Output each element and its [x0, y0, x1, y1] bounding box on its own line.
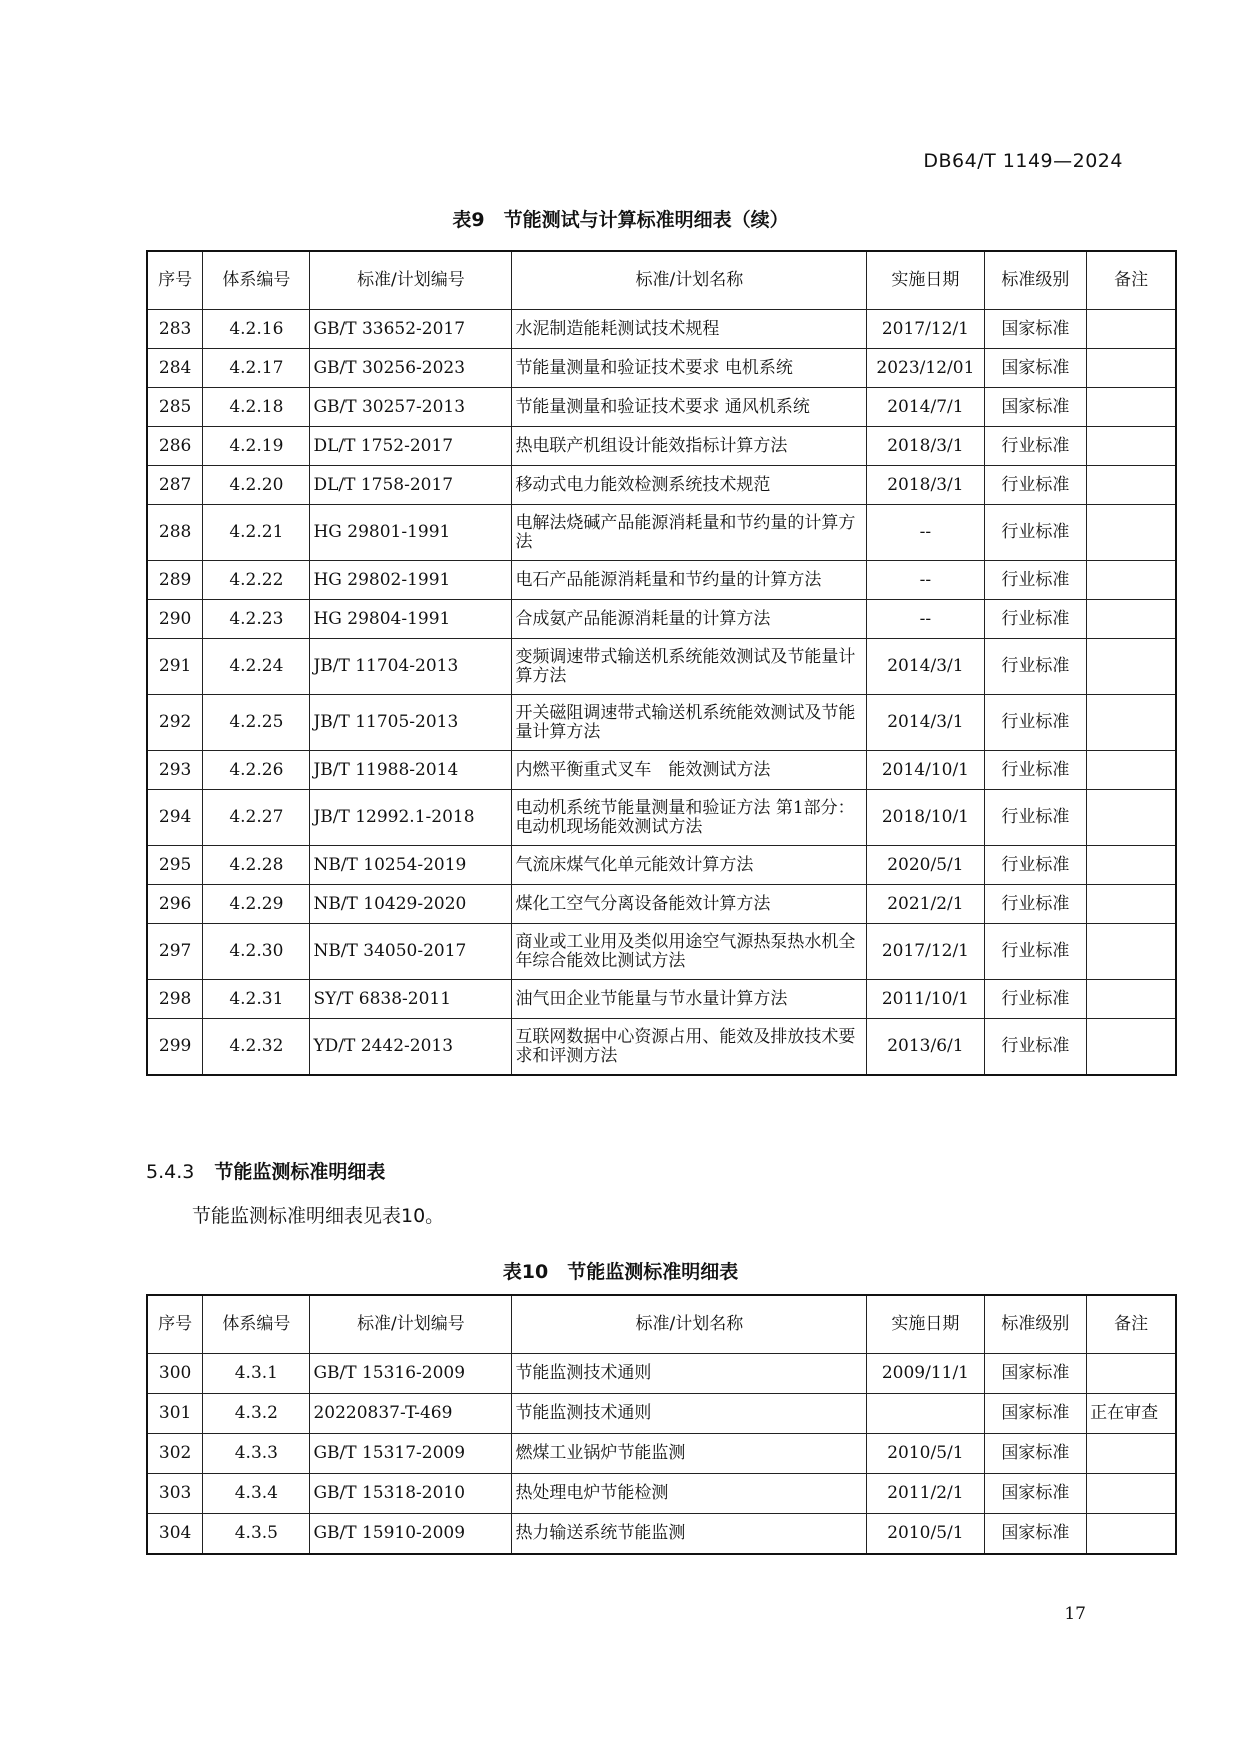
- cell-level: 行业标准: [984, 885, 1087, 924]
- cell-level: 行业标准: [984, 751, 1087, 790]
- cell-no: 293: [147, 751, 203, 790]
- cell-sys: 4.2.20: [203, 466, 310, 505]
- cell-date: 2011/10/1: [867, 980, 984, 1019]
- document-code: DB64/T 1149—2024: [923, 150, 1123, 172]
- cell-no: 299: [147, 1019, 203, 1076]
- table-row: [147, 1434, 1176, 1474]
- cell-date: --: [867, 505, 984, 561]
- cell-no: 285: [147, 388, 203, 427]
- cell-code: JB/T 12992.1-2018: [310, 790, 512, 846]
- cell-name: 开关磁阻调速带式输送机系统能效测试及节能量计算方法: [512, 695, 867, 751]
- table-row: [147, 427, 1176, 466]
- cell-no: 286: [147, 427, 203, 466]
- cell-level: 国家标准: [984, 349, 1087, 388]
- col-header: 标准/计划名称: [512, 1295, 867, 1354]
- cell-sys: 4.3.4: [203, 1474, 310, 1514]
- cell-name: 互联网数据中心资源占用、能效及排放技术要求和评测方法: [512, 1019, 867, 1076]
- table-row: [147, 349, 1176, 388]
- cell-sys: 4.3.3: [203, 1434, 310, 1474]
- cell-code: JB/T 11704-2013: [310, 639, 512, 695]
- cell-no: 303: [147, 1474, 203, 1514]
- cell-code: 20220837-T-469: [310, 1394, 512, 1434]
- cell-no: 304: [147, 1514, 203, 1555]
- cell-date: --: [867, 561, 984, 600]
- cell-code: HG 29802-1991: [310, 561, 512, 600]
- cell-date: 2018/3/1: [867, 427, 984, 466]
- cell-date: [867, 1394, 984, 1434]
- cell-note: [1087, 924, 1176, 980]
- cell-name: 电解法烧碱产品能源消耗量和节约量的计算方法: [512, 505, 867, 561]
- cell-note: [1087, 349, 1176, 388]
- cell-note: [1087, 885, 1176, 924]
- cell-sys: 4.2.17: [203, 349, 310, 388]
- cell-level: 行业标准: [984, 1019, 1087, 1076]
- cell-name: 水泥制造能耗测试技术规程: [512, 310, 867, 349]
- cell-level: 国家标准: [984, 1354, 1087, 1394]
- cell-date: 2014/3/1: [867, 695, 984, 751]
- cell-code: GB/T 30256-2023: [310, 349, 512, 388]
- cell-code: SY/T 6838-2011: [310, 980, 512, 1019]
- table-row: [147, 310, 1176, 349]
- table-row: [147, 1394, 1176, 1434]
- col-header: 序号: [147, 251, 203, 310]
- cell-level: 国家标准: [984, 1434, 1087, 1474]
- cell-code: GB/T 33652-2017: [310, 310, 512, 349]
- col-header: 标准/计划编号: [310, 251, 512, 310]
- cell-sys: 4.2.19: [203, 427, 310, 466]
- cell-name: 燃煤工业锅炉节能监测: [512, 1434, 867, 1474]
- cell-sys: 4.2.29: [203, 885, 310, 924]
- cell-sys: 4.2.32: [203, 1019, 310, 1076]
- cell-date: 2020/5/1: [867, 846, 984, 885]
- cell-code: GB/T 30257-2013: [310, 388, 512, 427]
- cell-note: [1087, 846, 1176, 885]
- cell-date: 2018/3/1: [867, 466, 984, 505]
- section-number: 5.4.3: [146, 1161, 195, 1183]
- table-row: [147, 1514, 1176, 1555]
- cell-date: 2010/5/1: [867, 1434, 984, 1474]
- cell-sys: 4.2.16: [203, 310, 310, 349]
- cell-sys: 4.2.23: [203, 600, 310, 639]
- cell-note: [1087, 561, 1176, 600]
- cell-level: 行业标准: [984, 924, 1087, 980]
- cell-name: 节能监测技术通则: [512, 1354, 867, 1394]
- cell-code: GB/T 15910-2009: [310, 1514, 512, 1555]
- cell-name: 变频调速带式输送机系统能效测试及节能量计算方法: [512, 639, 867, 695]
- cell-name: 气流床煤气化单元能效计算方法: [512, 846, 867, 885]
- cell-note: [1087, 639, 1176, 695]
- cell-sys: 4.2.22: [203, 561, 310, 600]
- cell-note: [1087, 1434, 1176, 1474]
- cell-no: 288: [147, 505, 203, 561]
- cell-sys: 4.3.1: [203, 1354, 310, 1394]
- cell-no: 287: [147, 466, 203, 505]
- cell-code: GB/T 15318-2010: [310, 1474, 512, 1514]
- cell-name: 内燃平衡重式叉车 能效测试方法: [512, 751, 867, 790]
- cell-level: 行业标准: [984, 980, 1087, 1019]
- cell-no: 292: [147, 695, 203, 751]
- cell-level: 行业标准: [984, 639, 1087, 695]
- cell-date: 2014/10/1: [867, 751, 984, 790]
- table9-caption: 表9 节能测试与计算标准明细表（续）: [452, 209, 789, 231]
- cell-no: 291: [147, 639, 203, 695]
- cell-code: GB/T 15316-2009: [310, 1354, 512, 1394]
- table10-header-row: [147, 1295, 1176, 1354]
- cell-level: 行业标准: [984, 466, 1087, 505]
- table-row: [147, 846, 1176, 885]
- table9-header-row: [147, 251, 1176, 310]
- cell-sys: 4.2.30: [203, 924, 310, 980]
- cell-no: 297: [147, 924, 203, 980]
- cell-date: 2011/2/1: [867, 1474, 984, 1514]
- cell-date: 2021/2/1: [867, 885, 984, 924]
- col-header: 体系编号: [203, 251, 310, 310]
- cell-no: 290: [147, 600, 203, 639]
- cell-level: 行业标准: [984, 505, 1087, 561]
- cell-sys: 4.2.28: [203, 846, 310, 885]
- cell-no: 302: [147, 1434, 203, 1474]
- cell-no: 294: [147, 790, 203, 846]
- cell-note: [1087, 1354, 1176, 1394]
- table-row: [147, 751, 1176, 790]
- section-paragraph: 节能监测标准明细表见表10。: [192, 1205, 445, 1227]
- cell-date: 2014/3/1: [867, 639, 984, 695]
- cell-note: [1087, 1019, 1176, 1076]
- cell-sys: 4.3.2: [203, 1394, 310, 1434]
- cell-note: [1087, 1514, 1176, 1555]
- cell-code: NB/T 10429-2020: [310, 885, 512, 924]
- section-heading: [146, 1157, 385, 1184]
- cell-no: 283: [147, 310, 203, 349]
- cell-level: 国家标准: [984, 1474, 1087, 1514]
- cell-name: 合成氨产品能源消耗量的计算方法: [512, 600, 867, 639]
- cell-sys: 4.2.26: [203, 751, 310, 790]
- col-header: 序号: [147, 1295, 203, 1354]
- cell-name: 商业或工业用及类似用途空气源热泵热水机全年综合能效比测试方法: [512, 924, 867, 980]
- cell-no: 295: [147, 846, 203, 885]
- cell-level: 行业标准: [984, 846, 1087, 885]
- table-row: [147, 924, 1176, 980]
- cell-date: 2013/6/1: [867, 1019, 984, 1076]
- cell-no: 296: [147, 885, 203, 924]
- cell-code: DL/T 1752-2017: [310, 427, 512, 466]
- col-header: 体系编号: [203, 1295, 310, 1354]
- cell-date: 2014/7/1: [867, 388, 984, 427]
- table10-caption: 表10 节能监测标准明细表: [502, 1261, 739, 1283]
- cell-note: [1087, 466, 1176, 505]
- col-header: 标准/计划编号: [310, 1295, 512, 1354]
- cell-name: 移动式电力能效检测系统技术规范: [512, 466, 867, 505]
- table-row: [147, 790, 1176, 846]
- cell-sys: 4.2.21: [203, 505, 310, 561]
- cell-note: [1087, 600, 1176, 639]
- cell-no: 301: [147, 1394, 203, 1434]
- cell-sys: 4.2.24: [203, 639, 310, 695]
- cell-date: 2017/12/1: [867, 310, 984, 349]
- table-row: [147, 1019, 1176, 1076]
- cell-sys: 4.2.27: [203, 790, 310, 846]
- cell-note: [1087, 427, 1176, 466]
- cell-code: GB/T 15317-2009: [310, 1434, 512, 1474]
- cell-note: [1087, 505, 1176, 561]
- table-row: [147, 1474, 1176, 1514]
- cell-note: 正在审查: [1087, 1394, 1176, 1434]
- cell-date: --: [867, 600, 984, 639]
- cell-date: 2009/11/1: [867, 1354, 984, 1394]
- cell-code: JB/T 11705-2013: [310, 695, 512, 751]
- col-header: 标准/计划名称: [512, 251, 867, 310]
- cell-code: DL/T 1758-2017: [310, 466, 512, 505]
- cell-name: 煤化工空气分离设备能效计算方法: [512, 885, 867, 924]
- cell-sys: 4.2.25: [203, 695, 310, 751]
- col-header: 备注: [1087, 251, 1176, 310]
- col-header: 备注: [1087, 1295, 1176, 1354]
- cell-code: NB/T 34050-2017: [310, 924, 512, 980]
- cell-no: 300: [147, 1354, 203, 1394]
- table-row: [147, 695, 1176, 751]
- cell-name: 热处理电炉节能检测: [512, 1474, 867, 1514]
- cell-date: 2023/12/01: [867, 349, 984, 388]
- cell-code: HG 29804-1991: [310, 600, 512, 639]
- cell-level: 国家标准: [984, 388, 1087, 427]
- cell-no: 298: [147, 980, 203, 1019]
- col-header: 实施日期: [867, 251, 984, 310]
- cell-name: 电动机系统节能量测量和验证方法 第1部分：电动机现场能效测试方法: [512, 790, 867, 846]
- section-title: 节能监测标准明细表: [214, 1161, 386, 1183]
- cell-code: NB/T 10254-2019: [310, 846, 512, 885]
- cell-note: [1087, 695, 1176, 751]
- cell-date: 2010/5/1: [867, 1514, 984, 1555]
- cell-sys: 4.2.31: [203, 980, 310, 1019]
- table-row: [147, 600, 1176, 639]
- cell-name: 节能监测技术通则: [512, 1394, 867, 1434]
- cell-level: 行业标准: [984, 790, 1087, 846]
- table9: [146, 250, 1177, 1076]
- table-row: [147, 466, 1176, 505]
- col-header: 标准级别: [984, 251, 1087, 310]
- cell-note: [1087, 980, 1176, 1019]
- page-number: 17: [1064, 1604, 1086, 1624]
- cell-code: HG 29801-1991: [310, 505, 512, 561]
- cell-note: [1087, 388, 1176, 427]
- cell-date: 2017/12/1: [867, 924, 984, 980]
- cell-name: 节能量测量和验证技术要求 通风机系统: [512, 388, 867, 427]
- cell-no: 284: [147, 349, 203, 388]
- cell-level: 国家标准: [984, 1394, 1087, 1434]
- cell-code: YD/T 2442-2013: [310, 1019, 512, 1076]
- cell-sys: 4.2.18: [203, 388, 310, 427]
- cell-sys: 4.3.5: [203, 1514, 310, 1555]
- table-row: [147, 505, 1176, 561]
- table10: [146, 1294, 1177, 1555]
- cell-level: 国家标准: [984, 310, 1087, 349]
- table-row: [147, 388, 1176, 427]
- cell-date: 2018/10/1: [867, 790, 984, 846]
- cell-level: 行业标准: [984, 561, 1087, 600]
- cell-note: [1087, 790, 1176, 846]
- col-header: 标准级别: [984, 1295, 1087, 1354]
- col-header: 实施日期: [867, 1295, 984, 1354]
- cell-level: 行业标准: [984, 695, 1087, 751]
- cell-name: 节能量测量和验证技术要求 电机系统: [512, 349, 867, 388]
- cell-note: [1087, 751, 1176, 790]
- cell-note: [1087, 1474, 1176, 1514]
- table-row: [147, 561, 1176, 600]
- cell-name: 热电联产机组设计能效指标计算方法: [512, 427, 867, 466]
- cell-level: 国家标准: [984, 1514, 1087, 1555]
- cell-name: 热力输送系统节能监测: [512, 1514, 867, 1555]
- table-row: [147, 1354, 1176, 1394]
- cell-no: 289: [147, 561, 203, 600]
- table-row: [147, 639, 1176, 695]
- cell-level: 行业标准: [984, 600, 1087, 639]
- cell-name: 电石产品能源消耗量和节约量的计算方法: [512, 561, 867, 600]
- table-row: [147, 980, 1176, 1019]
- cell-name: 油气田企业节能量与节水量计算方法: [512, 980, 867, 1019]
- cell-note: [1087, 310, 1176, 349]
- cell-level: 行业标准: [984, 427, 1087, 466]
- table-row: [147, 885, 1176, 924]
- cell-code: JB/T 11988-2014: [310, 751, 512, 790]
